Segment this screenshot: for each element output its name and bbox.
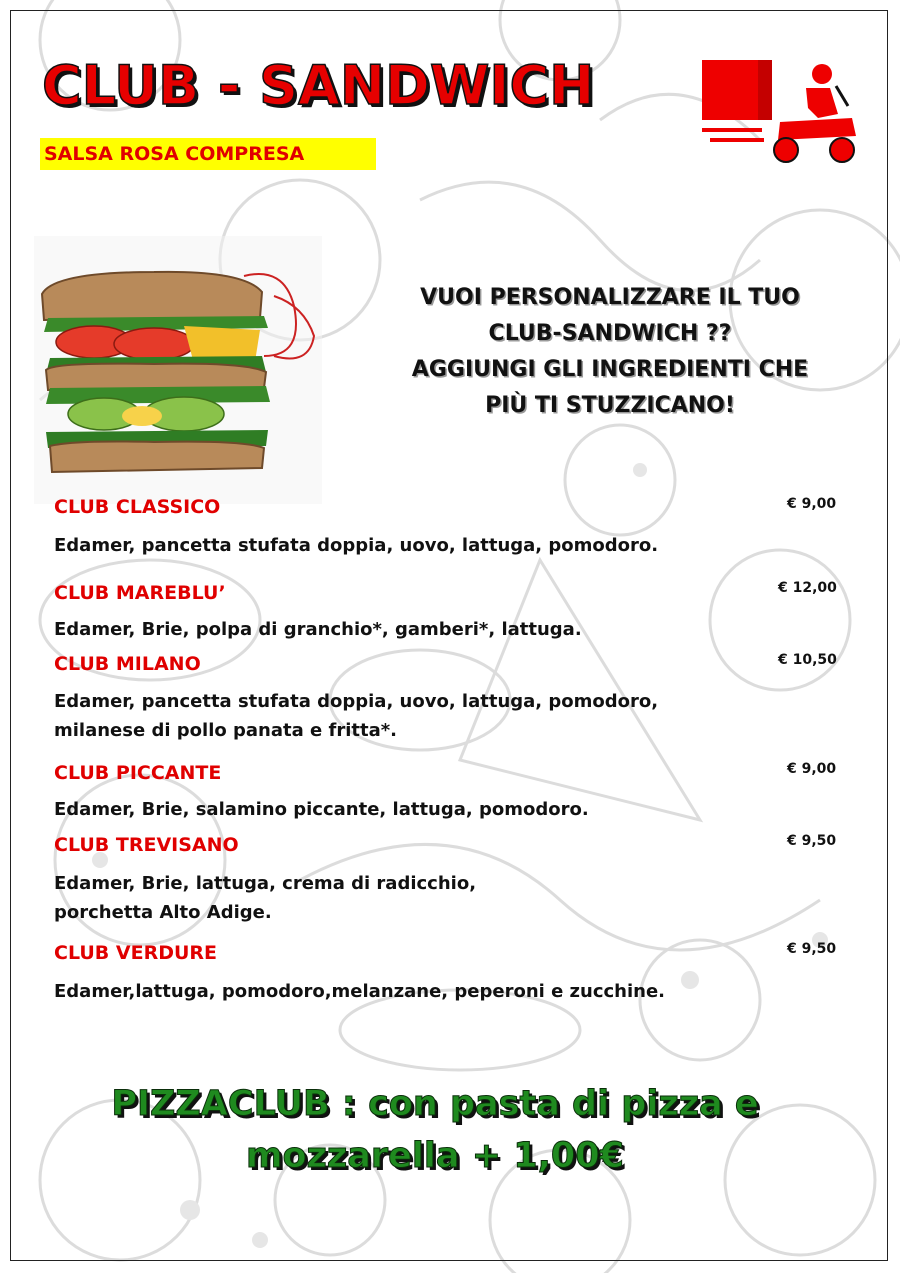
menu-item-desc-milano-line2: milanese di pollo panata e fritta*.	[54, 720, 397, 741]
menu-item-name-mareblu: CLUB MAREBLU’	[54, 582, 226, 604]
menu-item-name-trevisano: CLUB TREVISANO	[54, 834, 239, 856]
menu-item-desc-verdure: Edamer,lattuga, pomodoro,melanzane, peperoni e zucchine.	[54, 981, 666, 1002]
menu-item-name-classico: CLUB CLASSICO	[54, 496, 221, 518]
menu-item-desc-mareblu: Edamer, Brie, polpa di granchio*, gamberi*, lattuga.	[54, 619, 582, 640]
menu-item-price-verdure: € 9,50	[787, 941, 837, 957]
promo-line-3: AGGIUNGI GLI INGREDIENTI CHE	[411, 357, 809, 382]
menu-item-price-classico: € 9,00	[787, 496, 837, 512]
pizzaclub-note	[60, 1078, 810, 1182]
menu-item-price-milano: € 10,50	[778, 652, 837, 668]
menu-item-price-mareblu: € 12,00	[778, 580, 837, 596]
menu-item-desc-trevisano-line2: porchetta Alto Adige.	[54, 902, 272, 923]
promo-line-1: VUOI PERSONALIZZARE IL TUO	[420, 285, 800, 310]
menu-item-desc-trevisano-line1: Edamer, Brie, lattuga, crema di radicchio,	[54, 873, 477, 894]
menu-item-name-piccante: CLUB PICCANTE	[54, 762, 222, 784]
menu-item-price-trevisano: € 9,50	[787, 833, 837, 849]
customize-promo	[355, 280, 865, 424]
promo-line-2: CLUB-SANDWICH ??	[488, 321, 732, 346]
page-title: CLUB - SANDWICH	[42, 54, 595, 117]
menu-item-desc-piccante: Edamer, Brie, salamino piccante, lattuga, pomodoro.	[54, 799, 589, 820]
menu-item-price-piccante: € 9,00	[787, 761, 837, 777]
delivery-scooter-icon	[696, 56, 858, 166]
pizzaclub-note-line-1: PIZZACLUB : con pasta di pizza e	[111, 1084, 759, 1124]
promo-line-4: PIÙ TI STUZZICANO!	[485, 393, 735, 418]
menu-item-name-verdure: CLUB VERDURE	[54, 942, 218, 964]
menu-item-desc-classico: Edamer, pancetta stufata doppia, uovo, lattuga, pomodoro.	[54, 535, 659, 556]
club-sandwich-illustration	[34, 236, 322, 504]
pizzaclub-note-line-2: mozzarella + 1,00€	[246, 1136, 624, 1176]
menu-item-name-milano: CLUB MILANO	[54, 653, 201, 675]
sauce-note-highlight: SALSA ROSA COMPRESA	[40, 138, 376, 170]
menu-item-desc-milano-line1: Edamer, pancetta stufata doppia, uovo, lattuga, pomodoro,	[54, 691, 659, 712]
